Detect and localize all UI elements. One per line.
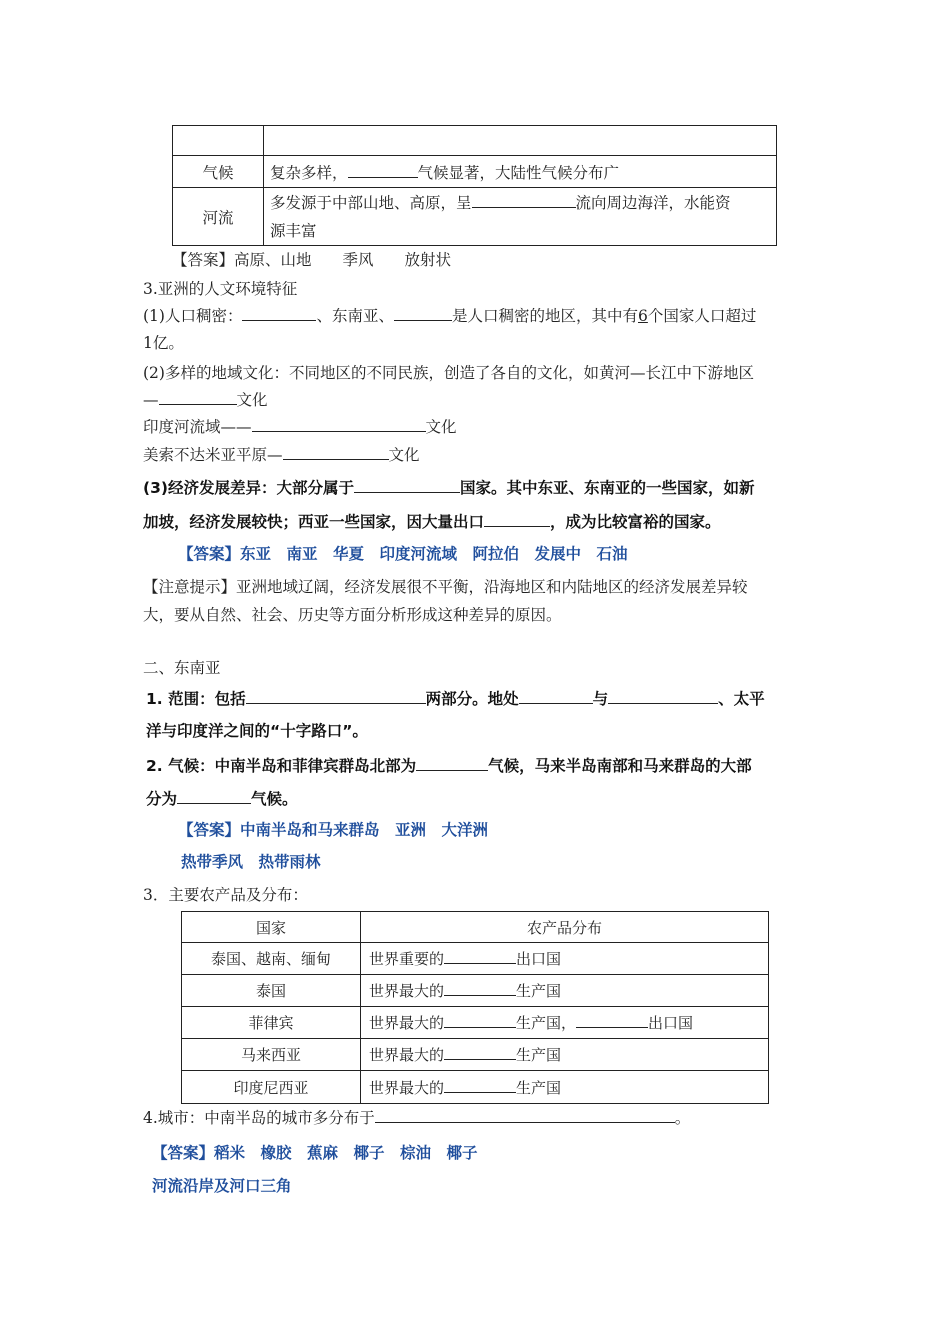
product-cell: 世界最大的 生产国， 出口国	[361, 1007, 769, 1039]
table-cell	[264, 126, 777, 156]
product-cell: 世界重要的 出口国	[361, 943, 769, 975]
answer-1: 【答案】高原、山地 季风 放射状	[172, 251, 452, 269]
range-line: 1. 范围：包括 两部分。地处 与 、太平	[146, 690, 765, 708]
climate-content: 复杂多样， 气候显著，大陆性气候分布广	[264, 156, 777, 188]
culture-line: (2)多样的地域文化：不同地区的不同民族，创造了各自的文化，如黄河—长江中下游地区	[143, 364, 754, 382]
row-label-climate: 气候	[173, 156, 264, 188]
table-cell	[173, 126, 264, 156]
economy-line: (3)经济发展差异：大部分属于 国家。其中东亚、东南亚的一些国家，如新	[143, 479, 755, 497]
table-row	[182, 943, 769, 975]
mesopotamia-line: 美索不达米亚平原— 文化	[143, 446, 420, 464]
table-header-products: 农产品分布	[361, 912, 769, 943]
answer-sea-1: 【答案】中南半岛和马来群岛 亚洲 大洋洲	[178, 821, 489, 839]
indus-line: 印度河流域—— 文化	[143, 418, 457, 436]
range-line-2: 洋与印度洋之间的“十字路口”。	[146, 722, 368, 740]
section-3-title: 3.亚洲的人文环境特征	[143, 280, 298, 298]
city-line: 4.城市：中南半岛的城市多分布于 。	[143, 1109, 691, 1127]
note-line-2: 大，要从自然、社会、历史等方面分析形成这种差异的原因。	[143, 606, 562, 624]
products-title: 3．主要农产品及分布：	[143, 886, 308, 904]
answer-sea-3: 【答案】稻米 橡胶 蕉麻 椰子 棕油 椰子	[152, 1144, 478, 1162]
country-cell: 泰国、越南、缅甸	[182, 943, 361, 975]
answer-sea-4: 河流沿岸及河口三角	[152, 1177, 292, 1195]
answer-3: 【答案】东亚 南亚 华夏 印度河流域 阿拉伯 发展中 石油	[178, 545, 628, 563]
table-row	[182, 1039, 769, 1071]
table-row	[182, 975, 769, 1007]
product-cell: 世界最大的 生产国	[361, 1039, 769, 1071]
products-table	[181, 911, 769, 1104]
answer-sea-2: 热带季风 热带雨林	[181, 853, 321, 871]
climate-line: 2. 气候：中南半岛和菲律宾群岛北部为 气候，马来半岛南部和马来群岛的大部	[146, 757, 752, 775]
climate-line-2: 分为 气候。	[146, 790, 298, 808]
economy-line-2: 加坡，经济发展较快；西亚一些国家，因大量出口 ，成为比较富裕的国家。	[143, 513, 721, 531]
culture-line-2: — 文化	[143, 391, 268, 409]
country-cell: 印度尼西亚	[182, 1071, 361, 1104]
population-line-2: 1亿。	[143, 334, 184, 352]
population-line: (1)人口稠密： 、东南亚、 是人口稠密的地区，其中有6个国家人口超过	[143, 307, 757, 325]
climate-river-table	[172, 125, 777, 246]
section-sea-title: 二、东南亚	[143, 659, 221, 677]
river-content: 多发源于中部山地、高原，呈 流向周边海洋，水能资 源丰富	[264, 188, 777, 246]
table-row	[182, 1071, 769, 1104]
row-label-river: 河流	[173, 188, 264, 246]
country-cell: 泰国	[182, 975, 361, 1007]
country-cell: 马来西亚	[182, 1039, 361, 1071]
country-cell: 菲律宾	[182, 1007, 361, 1039]
note-line-1: 【注意提示】亚洲地域辽阔，经济发展很不平衡，沿海地区和内陆地区的经济发展差异较	[143, 578, 748, 596]
table-header-country: 国家	[182, 912, 361, 943]
product-cell: 世界最大的 生产国	[361, 975, 769, 1007]
product-cell: 世界最大的 生产国	[361, 1071, 769, 1104]
table-row	[182, 1007, 769, 1039]
